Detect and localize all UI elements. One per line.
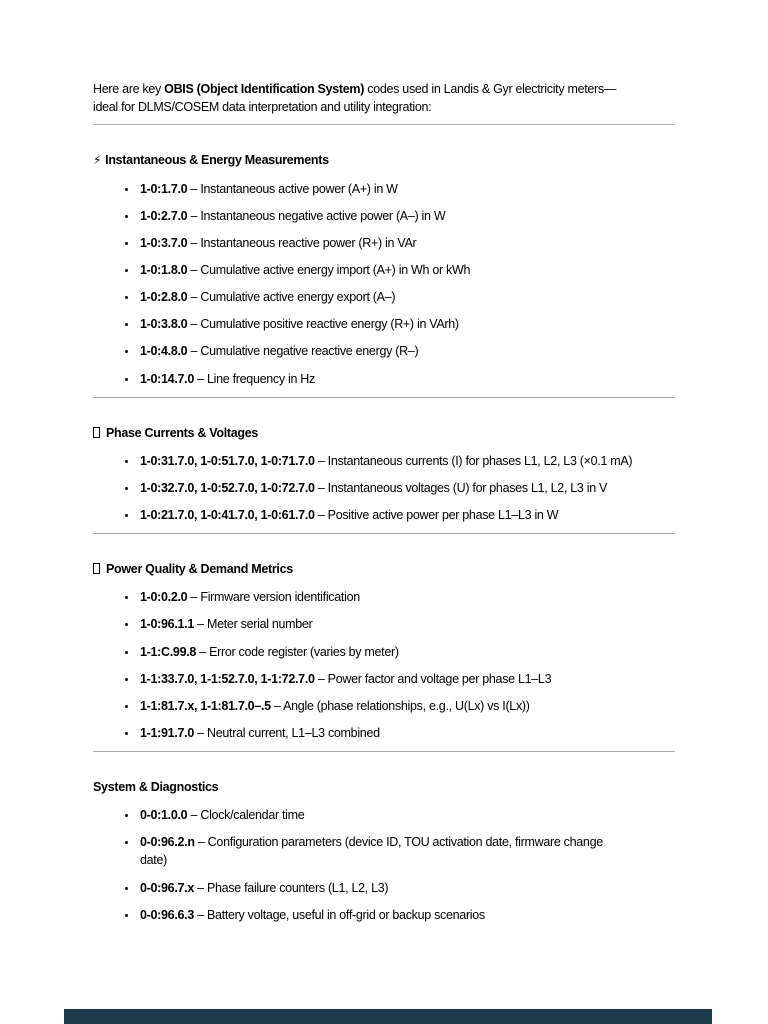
missing-glyph-icon xyxy=(93,563,100,574)
obis-list-item xyxy=(138,615,675,633)
obis-description-continued: date) xyxy=(140,853,167,868)
obis-list-item xyxy=(138,670,675,688)
missing-glyph-icon xyxy=(93,427,100,438)
section-divider xyxy=(93,533,675,534)
obis-list-item xyxy=(138,288,675,306)
obis-code: 1-0:96.1.1 xyxy=(140,617,194,632)
obis-description: – Configuration parameters (device ID, TOU activation date, firmware change xyxy=(197,835,603,850)
obis-description: – Firmware version identification xyxy=(190,590,360,605)
obis-code: 1-1:91.7.0 xyxy=(140,725,194,740)
obis-description: – Cumulative negative reactive energy (R–) xyxy=(190,344,419,359)
obis-description: – Cumulative active energy export (A–) xyxy=(190,290,396,305)
obis-code: 1-0:1.8.0 xyxy=(140,263,188,278)
section-heading xyxy=(93,560,675,578)
obis-code: 1-0:0.2.0 xyxy=(140,590,188,605)
section-heading xyxy=(93,424,675,442)
obis-list xyxy=(93,588,675,742)
obis-code: 1-0:3.7.0 xyxy=(140,235,188,250)
obis-code: 1-0:2.8.0 xyxy=(140,290,188,305)
obis-description: – Instantaneous negative active power (A–) in W xyxy=(190,208,446,223)
obis-list-item xyxy=(138,697,675,715)
obis-code: 1-0:31.7.0, 1-0:51.7.0, 1-0:71.7.0 xyxy=(140,453,315,468)
obis-code: 1-1:81.7.x, 1-1:81.7.0–.5 xyxy=(140,698,271,713)
section-divider xyxy=(93,751,675,752)
section-title-text: System & Diagnostics xyxy=(93,780,219,795)
obis-list-item xyxy=(138,588,675,606)
obis-list-item xyxy=(138,906,675,924)
obis-list-item xyxy=(138,806,675,824)
footer-bar xyxy=(64,1009,712,1024)
obis-description: – Phase failure counters (L1, L2, L3) xyxy=(197,880,389,895)
obis-code: 1-0:14.7.0 xyxy=(140,371,194,386)
section-heading xyxy=(93,151,675,169)
obis-code: 0-0:96.6.3 xyxy=(140,907,194,922)
obis-list-item xyxy=(138,643,675,661)
obis-code: 1-0:32.7.0, 1-0:52.7.0, 1-0:72.7.0 xyxy=(140,480,315,495)
obis-code: 0-0:1.0.0 xyxy=(140,808,188,823)
obis-list-item xyxy=(138,833,675,869)
obis-list-item xyxy=(138,342,675,360)
obis-description: – Cumulative positive reactive energy (R+) in VArh) xyxy=(190,317,459,332)
obis-description: – Error code register (varies by meter) xyxy=(199,644,399,659)
obis-description: – Power factor and voltage per phase L1–L3 xyxy=(317,671,552,686)
obis-list-item xyxy=(138,234,675,252)
obis-list-item xyxy=(138,370,675,388)
intro-text-line2: ideal for DLMS/COSEM data interpretation and utility integration: xyxy=(93,100,432,115)
obis-code: 1-1:33.7.0, 1-1:52.7.0, 1-1:72.7.0 xyxy=(140,671,315,686)
obis-description: – Positive active power per phase L1–L3 in W xyxy=(317,508,559,523)
obis-list-item xyxy=(138,452,675,470)
intro-text-pre: Here are key xyxy=(93,82,165,96)
obis-list-item xyxy=(138,315,675,333)
obis-list-item xyxy=(138,207,675,225)
sections-container xyxy=(93,124,675,924)
section-title-text: Phase Currents & Voltages xyxy=(106,425,259,440)
obis-description: – Neutral current, L1–L3 combined xyxy=(197,725,380,740)
obis-code: 1-0:21.7.0, 1-0:41.7.0, 1-0:61.7.0 xyxy=(140,508,315,523)
obis-description: – Instantaneous currents (I) for phases L1, L2, L3 (×0.1 mA) xyxy=(317,453,633,468)
section-divider xyxy=(93,124,675,125)
obis-list-item xyxy=(138,261,675,279)
section-heading xyxy=(93,778,675,796)
obis-list-item xyxy=(138,724,675,742)
obis-description: – Cumulative active energy import (A+) in Wh or kWh xyxy=(190,263,471,278)
obis-list-item xyxy=(138,879,675,897)
intro-text-bold: OBIS (Object Identification System) xyxy=(164,82,365,96)
obis-list xyxy=(93,452,675,524)
obis-description: – Instantaneous active power (A+) in W xyxy=(190,181,398,196)
obis-code: 1-0:4.8.0 xyxy=(140,344,188,359)
obis-list-item xyxy=(138,479,675,497)
intro-text-post: codes used in Landis & Gyr electricity meters— xyxy=(364,82,617,96)
intro-paragraph xyxy=(93,80,675,116)
obis-description: – Angle (phase relationships, e.g., U(Lx) vs I(Lx)) xyxy=(273,698,530,713)
obis-list-item xyxy=(138,180,675,198)
section-divider xyxy=(93,397,675,398)
section-title-text: Instantaneous & Energy Measurements xyxy=(105,153,329,168)
obis-description: – Clock/calendar time xyxy=(190,808,305,823)
obis-description: – Line frequency in Hz xyxy=(197,371,315,386)
lightning-icon: ⚡ xyxy=(93,153,102,168)
obis-list-item xyxy=(138,506,675,524)
obis-list xyxy=(93,806,675,924)
obis-code: 1-0:2.7.0 xyxy=(140,208,188,223)
obis-code: 0-0:96.7.x xyxy=(140,880,194,895)
obis-list xyxy=(93,180,675,388)
obis-code: 1-0:1.7.0 xyxy=(140,181,188,196)
section-title-text: Power Quality & Demand Metrics xyxy=(106,562,293,577)
obis-code: 1-1:C.99.8 xyxy=(140,644,197,659)
obis-code: 0-0:96.2.n xyxy=(140,835,195,850)
obis-description: – Instantaneous reactive power (R+) in VAr xyxy=(190,235,417,250)
obis-description: – Meter serial number xyxy=(197,617,313,632)
obis-description: – Battery voltage, useful in off-grid or backup scenarios xyxy=(197,907,485,922)
obis-description: – Instantaneous voltages (U) for phases L1, L2, L3 in V xyxy=(317,480,608,495)
obis-code: 1-0:3.8.0 xyxy=(140,317,188,332)
